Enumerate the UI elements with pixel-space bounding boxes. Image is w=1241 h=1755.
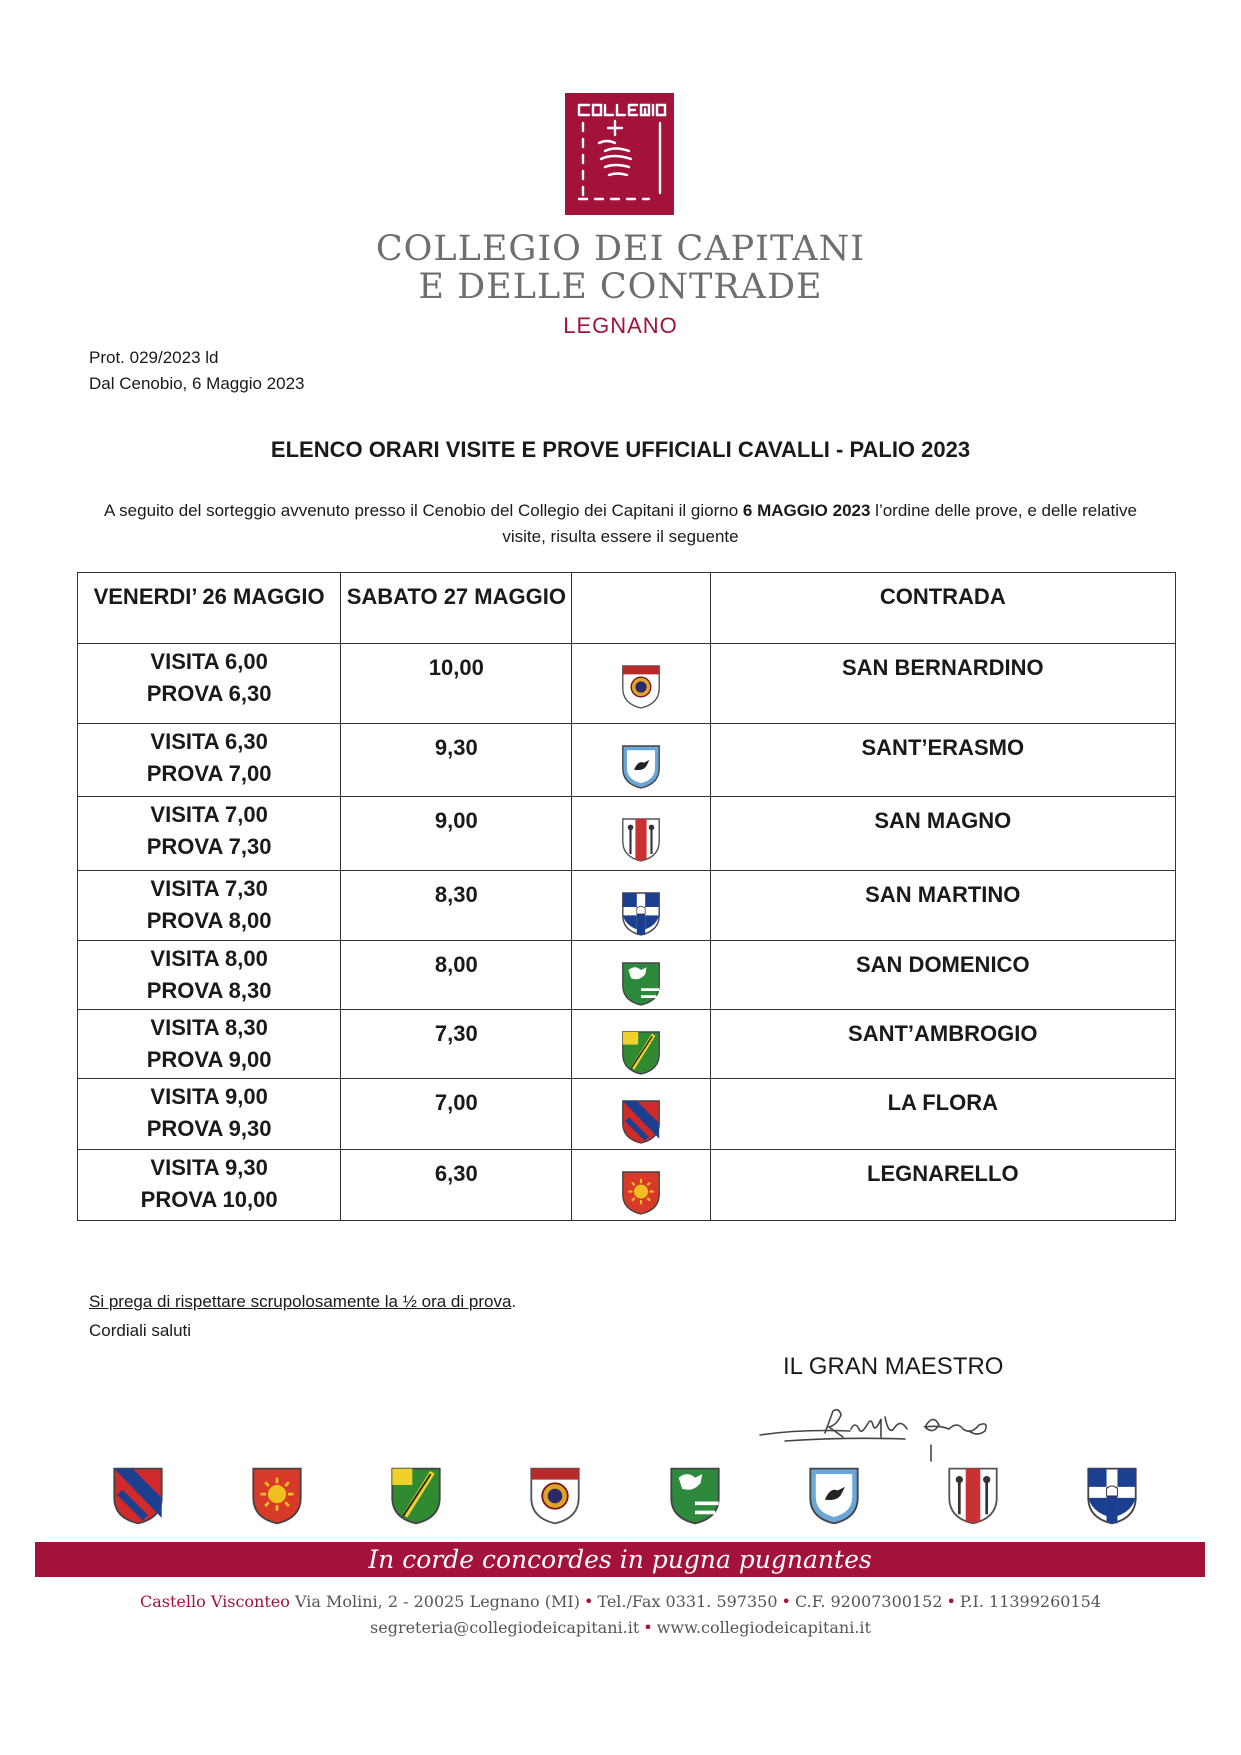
intro-text-end: l’ordine delle prove, e delle relative visite, risulta essere il seguente bbox=[502, 501, 1137, 546]
friday-times-cell bbox=[78, 1010, 341, 1079]
visit-time: VISITA 8,30 bbox=[150, 1015, 268, 1040]
saturday-time-cell: 9,30 bbox=[341, 724, 572, 797]
footer-cf: C.F. 92007300152 bbox=[794, 1592, 943, 1611]
legnarello-crest-icon bbox=[249, 1465, 305, 1527]
legnarello-crest-icon bbox=[620, 1168, 662, 1218]
crest-wrapper bbox=[576, 732, 705, 792]
intro-text-start: A seguito del sorteggio avvenuto presso il Cenobio del Collegio dei Capitani il giorno bbox=[104, 501, 743, 520]
document-title: ELENCO ORARI VISITE E PROVE UFFICIALI CAVALLI - PALIO 2023 bbox=[270, 437, 971, 462]
contrada-name: SAN MAGNO bbox=[710, 797, 1175, 871]
protocol-number: Prot. 029/2023 ld bbox=[89, 348, 219, 367]
crest-wrapper bbox=[576, 652, 705, 712]
contrade-crests-row bbox=[110, 1465, 1140, 1525]
visit-time: VISITA 7,30 bbox=[150, 876, 268, 901]
friday-times-cell bbox=[78, 941, 341, 1010]
saturday-time-cell: 6,30 bbox=[341, 1150, 572, 1221]
visit-time: VISITA 8,00 bbox=[150, 946, 268, 971]
contrada-name: LEGNARELLO bbox=[710, 1150, 1175, 1221]
footer-separator: • bbox=[643, 1618, 653, 1637]
friday-times-cell bbox=[78, 644, 341, 724]
saturday-time-cell: 7,30 bbox=[341, 1010, 572, 1079]
handwritten-signature bbox=[755, 1393, 1013, 1463]
table-row bbox=[78, 644, 1176, 724]
san-domenico-crest-icon bbox=[667, 1465, 723, 1527]
crest-cell bbox=[572, 1079, 710, 1150]
crest-wrapper bbox=[576, 879, 705, 939]
sant-erasmo-crest-icon bbox=[620, 742, 662, 792]
trial-time: PROVA 6,30 bbox=[146, 681, 272, 706]
crest-cell bbox=[572, 724, 710, 797]
motto-band: In corde concordes in pugna pugnantes bbox=[35, 1542, 1205, 1577]
sant-ambrogio-crest-icon bbox=[620, 1028, 662, 1078]
san-magno-crest-icon bbox=[620, 815, 662, 865]
table-row bbox=[78, 724, 1176, 797]
crest-cell bbox=[572, 797, 710, 871]
crest-cell bbox=[572, 1010, 710, 1079]
org-name-line2: E DELLE CONTRADE bbox=[418, 267, 823, 307]
footer-phone: Tel./Fax 0331. 597350 bbox=[597, 1592, 778, 1611]
table-row bbox=[78, 797, 1176, 871]
footer-address-line bbox=[0, 1592, 1241, 1611]
header-friday: VENERDI’ 26 MAGGIO bbox=[78, 573, 341, 644]
trial-time: PROVA 9,00 bbox=[146, 1047, 272, 1072]
san-martino-crest-icon bbox=[620, 889, 662, 939]
saturday-time-cell: 10,00 bbox=[341, 644, 572, 724]
header-crest bbox=[572, 573, 710, 644]
table-row bbox=[78, 871, 1176, 941]
note-text bbox=[89, 1292, 516, 1312]
saturday-time-cell: 7,00 bbox=[341, 1079, 572, 1150]
intro-paragraph bbox=[90, 498, 1151, 550]
header-contrada: CONTRADA bbox=[710, 573, 1175, 644]
contrada-name: SANT’AMBROGIO bbox=[710, 1010, 1175, 1079]
footer-separator: • bbox=[946, 1592, 956, 1611]
crest-cell bbox=[572, 941, 710, 1010]
trial-time: PROVA 7,00 bbox=[146, 761, 272, 786]
san-martino-crest-icon bbox=[1084, 1465, 1140, 1527]
la-flora-crest-icon bbox=[620, 1097, 662, 1147]
friday-times-cell bbox=[78, 724, 341, 797]
crest-wrapper bbox=[576, 1158, 705, 1218]
trial-time: PROVA 7,30 bbox=[146, 834, 272, 859]
san-bernardino-crest-icon bbox=[620, 662, 662, 712]
schedule-table bbox=[77, 572, 1176, 1221]
signature-role: IL GRAN MAESTRO bbox=[783, 1353, 1004, 1380]
saturday-time-cell: 9,00 bbox=[341, 797, 572, 871]
crest-wrapper bbox=[576, 805, 705, 865]
footer-piva: P.I. 11399260154 bbox=[959, 1592, 1101, 1611]
sant-erasmo-crest-icon bbox=[806, 1465, 862, 1527]
friday-times-cell bbox=[78, 1150, 341, 1221]
trial-time: PROVA 10,00 bbox=[140, 1187, 278, 1212]
header-saturday: SABATO 27 MAGGIO bbox=[341, 573, 572, 644]
note-underlined: Si prega di rispettare scrupolosamente la ½ ora di prova bbox=[89, 1292, 512, 1311]
contrada-name: SAN MARTINO bbox=[710, 871, 1175, 941]
visit-time: VISITA 9,00 bbox=[150, 1084, 268, 1109]
san-domenico-crest-icon bbox=[620, 959, 662, 1009]
note-end: . bbox=[511, 1292, 517, 1311]
san-bernardino-crest-icon bbox=[527, 1465, 583, 1527]
intro-date: 6 MAGGIO 2023 bbox=[742, 501, 871, 520]
trial-time: PROVA 8,00 bbox=[146, 908, 272, 933]
collegio-logo bbox=[565, 93, 674, 215]
org-city: LEGNANO bbox=[563, 313, 678, 338]
footer-address: Via Molini, 2 - 20025 Legnano (MI) bbox=[289, 1592, 580, 1611]
friday-times-cell bbox=[78, 871, 341, 941]
footer-brand: Castello Visconteo bbox=[140, 1592, 290, 1611]
footer-separator: • bbox=[583, 1592, 594, 1611]
sant-ambrogio-crest-icon bbox=[388, 1465, 444, 1527]
place-date: Dal Cenobio, 6 Maggio 2023 bbox=[89, 374, 305, 393]
footer-email[interactable]: segreteria@collegiodeicapitani.it bbox=[370, 1618, 640, 1637]
closing-greeting: Cordiali saluti bbox=[89, 1321, 192, 1340]
crest-wrapper bbox=[576, 949, 705, 1009]
table-row bbox=[78, 1079, 1176, 1150]
footer-separator: • bbox=[781, 1592, 791, 1611]
trial-time: PROVA 8,30 bbox=[146, 978, 272, 1003]
san-magno-crest-icon bbox=[945, 1465, 1001, 1527]
saturday-time-cell: 8,00 bbox=[341, 941, 572, 1010]
footer-contact-line bbox=[0, 1618, 1241, 1637]
logo-emblem-icon bbox=[565, 93, 674, 215]
visit-time: VISITA 6,00 bbox=[150, 649, 268, 674]
crest-cell bbox=[572, 871, 710, 941]
contrada-name: SAN BERNARDINO bbox=[710, 644, 1175, 724]
contrada-name: LA FLORA bbox=[710, 1079, 1175, 1150]
table-row bbox=[78, 941, 1176, 1010]
footer-web[interactable]: www.collegiodeicapitani.it bbox=[656, 1618, 871, 1637]
contrada-name: SAN DOMENICO bbox=[710, 941, 1175, 1010]
crest-cell bbox=[572, 644, 710, 724]
crest-wrapper bbox=[576, 1087, 705, 1147]
trial-time: PROVA 9,30 bbox=[146, 1116, 272, 1141]
la-flora-crest-icon bbox=[110, 1465, 166, 1527]
crest-cell bbox=[572, 1150, 710, 1221]
saturday-time-cell: 8,30 bbox=[341, 871, 572, 941]
visit-time: VISITA 9,30 bbox=[150, 1155, 268, 1180]
org-name-line1: COLLEGIO DEI CAPITANI bbox=[375, 229, 866, 269]
friday-times-cell bbox=[78, 1079, 341, 1150]
table-row bbox=[78, 1010, 1176, 1079]
contrada-name: SANT’ERASMO bbox=[710, 724, 1175, 797]
crest-wrapper bbox=[576, 1018, 705, 1078]
visit-time: VISITA 6,30 bbox=[150, 729, 268, 754]
visit-time: VISITA 7,00 bbox=[150, 802, 268, 827]
table-row bbox=[78, 1150, 1176, 1221]
friday-times-cell bbox=[78, 797, 341, 871]
table-header-row bbox=[78, 573, 1176, 644]
